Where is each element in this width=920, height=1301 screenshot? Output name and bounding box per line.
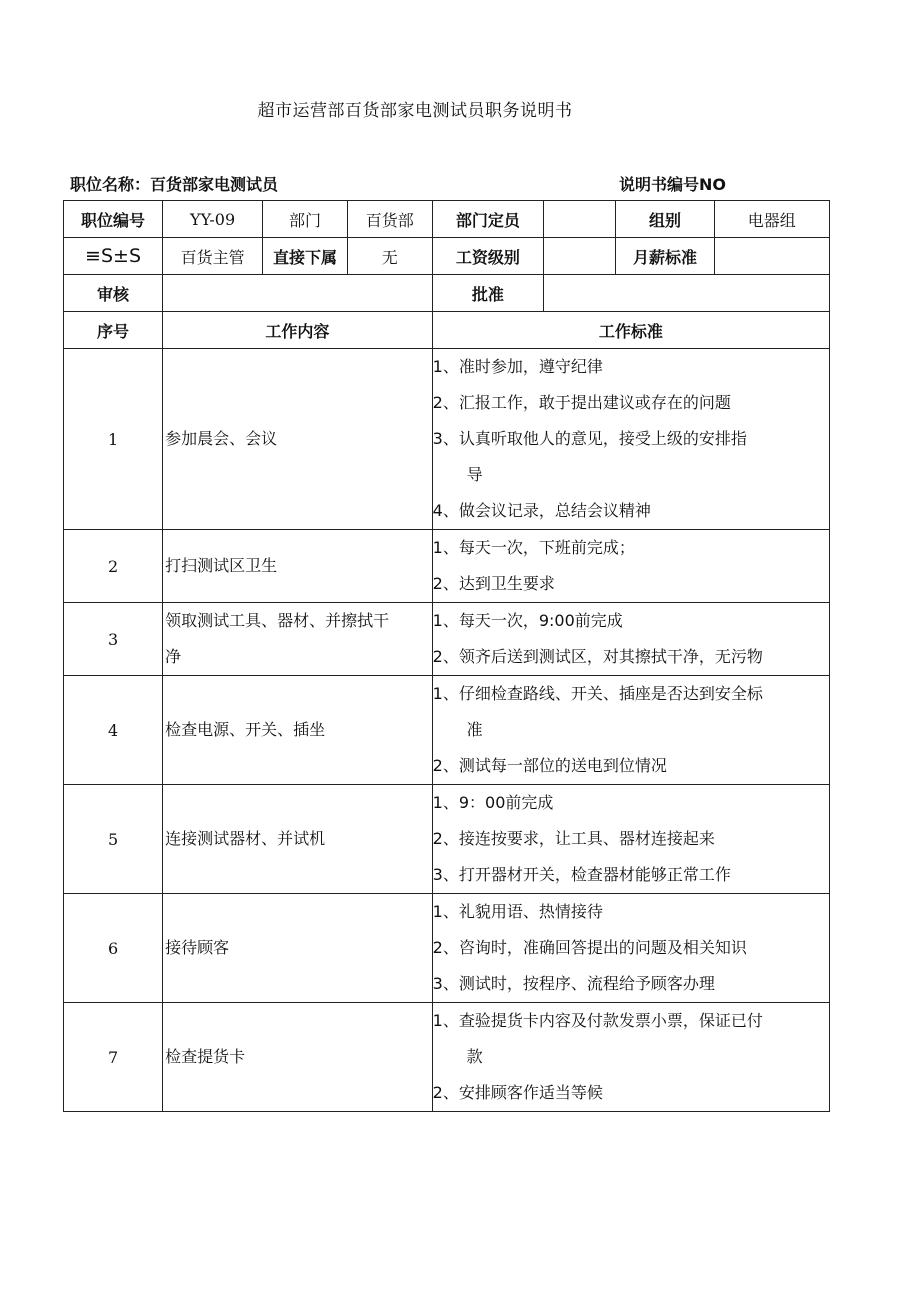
row-standards xyxy=(432,894,829,1003)
row-content: 打扫测试区卫生 xyxy=(163,530,433,603)
row-seq: 6 xyxy=(64,894,163,1003)
standard-line: 3、测试时，按程序、流程给予顾客办理 xyxy=(432,974,715,993)
row-seq: 5 xyxy=(64,785,163,894)
salary-grade-label: 工资级别 xyxy=(432,238,543,275)
approve-value xyxy=(543,275,829,312)
salary-grade-value xyxy=(543,238,616,275)
monthly-salary-value xyxy=(714,238,829,275)
headcount-label: 部门定员 xyxy=(432,201,543,238)
table-row xyxy=(64,530,830,603)
monthly-salary-label: 月薪标准 xyxy=(616,238,714,275)
approve-label: 批准 xyxy=(432,275,543,312)
standard-line: 1、准时参加，遵守纪律 xyxy=(432,357,603,376)
row-seq: 1 xyxy=(64,349,163,530)
row-seq: 7 xyxy=(64,1003,163,1112)
subordinate-label: 直接下属 xyxy=(263,238,348,275)
standard-line: 1、9：00前完成 xyxy=(432,793,554,812)
row-standards xyxy=(432,785,829,894)
table-row xyxy=(64,1003,830,1112)
row-content: 检查电源、开关、插坐 xyxy=(163,676,433,785)
row-standards xyxy=(432,1003,829,1112)
position-code-value: YY-09 xyxy=(163,201,263,238)
standard-line: 4、做会议记录，总结会议精神 xyxy=(432,501,651,520)
standard-line-continued: 准 xyxy=(466,720,483,739)
row-standards xyxy=(432,530,829,603)
standard-line: 1、每天一次，9:00前完成 xyxy=(432,611,623,630)
standard-line: 2、接连按要求，让工具、器材连接起来 xyxy=(432,829,715,848)
standard-line: 2、咨询时，准确回答提出的问题及相关知识 xyxy=(432,938,747,957)
standard-line: 3、认真听取他人的意见，接受上级的安排指 xyxy=(432,429,747,448)
table-row xyxy=(64,676,830,785)
group-label: 组别 xyxy=(616,201,714,238)
doc-number-line: 说明书编号NO xyxy=(619,175,726,194)
job-description-table xyxy=(63,200,830,1112)
standard-line: 2、安排顾客作适当等候 xyxy=(432,1083,603,1102)
info-row-3 xyxy=(64,275,830,312)
headcount-value xyxy=(543,201,616,238)
standard-line: 1、每天一次，下班前完成； xyxy=(432,538,635,557)
standard-line: 1、查验提货卡内容及付款发票小票，保证已付 xyxy=(432,1011,763,1030)
seq-header: 序号 xyxy=(64,312,163,349)
row-content: 参加晨会、会议 xyxy=(163,349,433,530)
row-seq: 3 xyxy=(64,603,163,676)
standard-line: 2、领齐后送到测试区，对其擦拭干净，无污物 xyxy=(432,647,763,666)
row-content: 连接测试器材、并试机 xyxy=(163,785,433,894)
row-content xyxy=(163,603,433,676)
position-code-label: 职位编号 xyxy=(64,201,163,238)
document-title: 超市运营部百货部家电测试员职务说明书 xyxy=(257,101,573,121)
department-value: 百货部 xyxy=(347,201,432,238)
row-standards xyxy=(432,603,829,676)
table-row xyxy=(64,603,830,676)
standard-line: 3、打开器材开关，检查器材能够正常工作 xyxy=(432,865,731,884)
row-seq: 2 xyxy=(64,530,163,603)
department-label: 部门 xyxy=(263,201,348,238)
table-row xyxy=(64,894,830,1003)
info-row-1 xyxy=(64,201,830,238)
content-line: 净 xyxy=(165,647,182,666)
review-value xyxy=(163,275,433,312)
standard-header: 工作标准 xyxy=(432,312,829,349)
subordinate-value: 无 xyxy=(347,238,432,275)
content-header: 工作内容 xyxy=(163,312,433,349)
standard-line: 2、汇报工作，敢于提出建议或存在的问题 xyxy=(432,393,731,412)
content-line: 领取测试工具、器材、并擦拭干 xyxy=(165,611,390,630)
standard-line: 2、达到卫生要求 xyxy=(432,574,555,593)
table-header-row xyxy=(64,312,830,349)
position-name-line: 职位名称：百货部家电测试员 xyxy=(70,175,279,194)
standard-line-continued: 导 xyxy=(466,465,483,484)
table-row xyxy=(64,349,830,530)
standard-line: 1、仔细检查路线、开关、插座是否达到安全标 xyxy=(432,684,763,703)
row-seq: 4 xyxy=(64,676,163,785)
standard-line-continued: 款 xyxy=(466,1047,483,1066)
row-standards xyxy=(432,676,829,785)
group-value: 电器组 xyxy=(714,201,829,238)
row-content: 接待顾客 xyxy=(163,894,433,1003)
table-row xyxy=(64,785,830,894)
row-content: 检查提货卡 xyxy=(163,1003,433,1112)
review-label: 审核 xyxy=(64,275,163,312)
row-standards xyxy=(432,349,829,530)
standard-line: 1、礼貌用语、热情接待 xyxy=(432,902,603,921)
superior-value: 百货主管 xyxy=(163,238,263,275)
standard-line: 2、测试每一部位的送电到位情况 xyxy=(432,756,667,775)
info-row-2 xyxy=(64,238,830,275)
superior-label: ≡S±S xyxy=(64,238,163,275)
